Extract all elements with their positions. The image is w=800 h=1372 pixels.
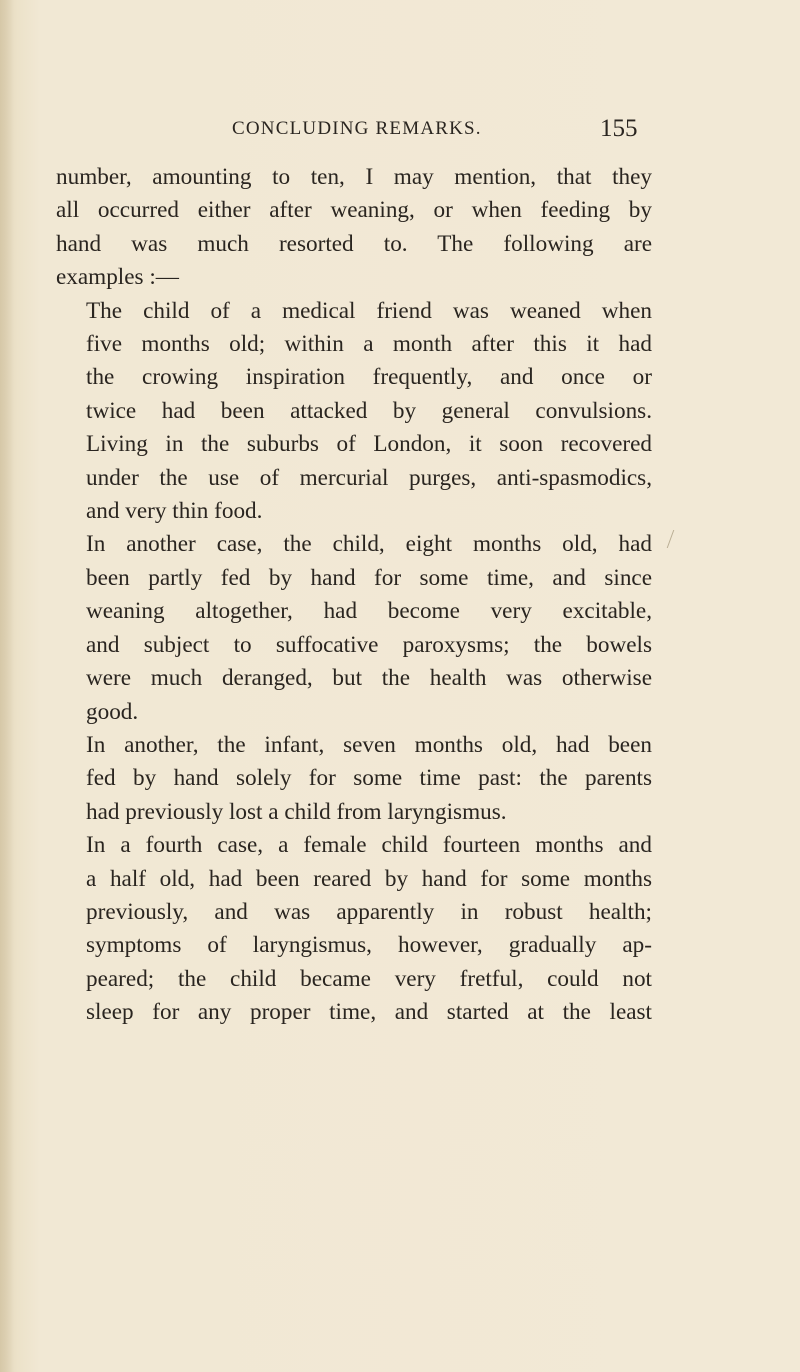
paragraph-5 (56, 829, 652, 1029)
text-line: sleep for any proper time, and started at the least (86, 999, 652, 1026)
text-line: twice had been attacked by general convulsions. (86, 397, 652, 424)
text-line: the crowing inspiration frequently, and once or (86, 364, 652, 391)
text-line: previously, and was apparently in robust health; (86, 898, 652, 925)
text-line: all occurred either after weaning, or when feeding by (56, 197, 652, 224)
text-line: and very thin food. (86, 498, 263, 525)
text-line: weaning altogether, had become very excitable, (86, 598, 652, 625)
page-header (0, 115, 800, 148)
paragraph-1 (56, 161, 652, 295)
text-line: five months old; within a month after this it had (86, 331, 652, 358)
margin-mark (657, 530, 675, 548)
text-line: were much deranged, but the health was otherwise (86, 665, 652, 692)
text-line: In another, the infant, seven months old, had been (86, 731, 652, 758)
paragraph-4 (56, 729, 652, 829)
text-line: had previously lost a child from laryngismus. (86, 798, 507, 825)
text-line: In another case, the child, eight months old, had (86, 531, 652, 558)
page-gutter-shadow (0, 0, 14, 1372)
running-head: CONCLUDING REMARKS. (232, 118, 482, 139)
text-line: Living in the suburbs of London, it soon recovered (86, 431, 652, 458)
paragraph-3 (56, 528, 652, 728)
text-line: peared; the child became very fretful, could not (86, 965, 652, 992)
text-line: symptoms of laryngismus, however, gradually ap- (86, 932, 652, 959)
text-line: under the use of mercurial purges, anti-spasmodics, (86, 464, 652, 491)
text-line: hand was much resorted to. The following are (56, 230, 652, 257)
text-line: been partly fed by hand for some time, and since (86, 564, 652, 591)
body-text (56, 161, 652, 1030)
text-line: a half old, had been reared by hand for some months (86, 865, 652, 892)
text-line: good. (86, 698, 139, 725)
text-line: and subject to suffocative paroxysms; the bowels (86, 631, 652, 658)
text-line: number, amounting to ten, I may mention, that they (56, 164, 652, 190)
page-number: 155 (600, 115, 638, 142)
text-line: fed by hand solely for some time past: the parents (86, 765, 652, 792)
text-line: examples :— (56, 264, 179, 291)
paragraph-2 (56, 295, 652, 529)
text-line: In a fourth case, a female child fourteen months and (86, 832, 652, 859)
text-line: The child of a medical friend was weaned when (86, 297, 652, 324)
